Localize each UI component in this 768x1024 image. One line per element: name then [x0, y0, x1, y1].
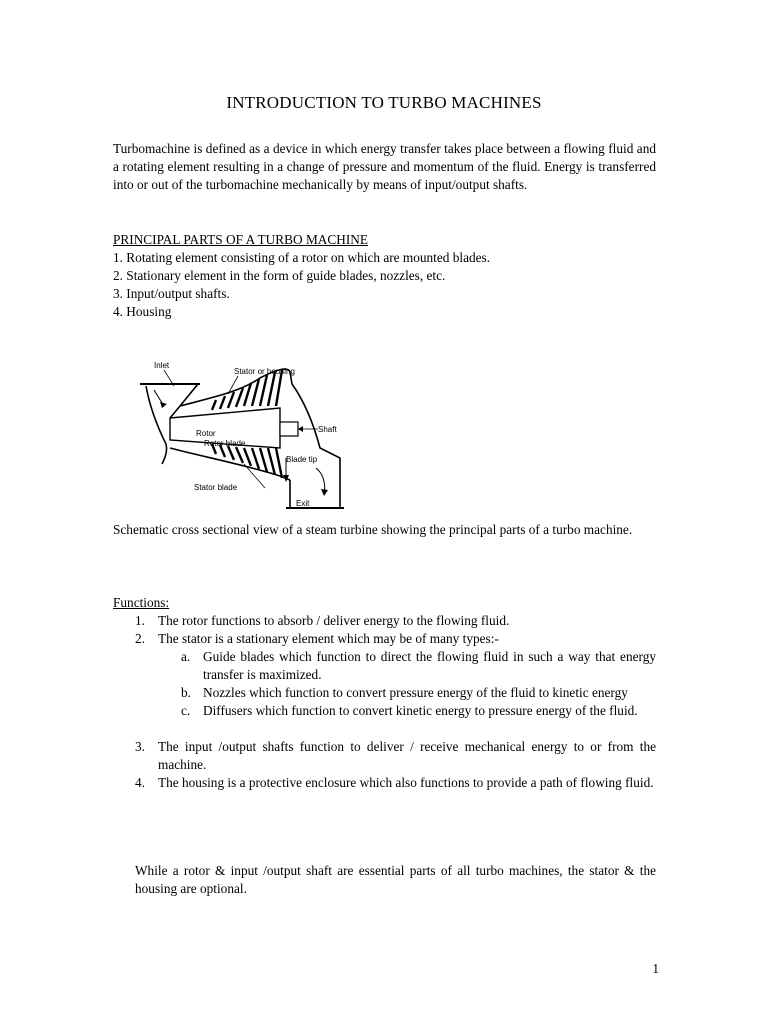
label-exit: Exit — [296, 499, 310, 508]
part-item: 4. Housing — [113, 304, 172, 319]
part-item: 1. Rotating element consisting of a rotor on which are mounted blades. — [113, 250, 491, 265]
closing-paragraph: While a rotor & input /output shaft are essential parts of all turbo machines, the stator & the housing are optional. — [135, 863, 656, 896]
list-text: The stator is a stationary element which may be of many types:- — [158, 631, 499, 646]
principal-parts-heading: PRINCIPAL PARTS OF A TURBO MACHINE — [113, 232, 368, 247]
sub-list-text: Nozzles which function to convert pressure energy of the fluid to kinetic energy — [203, 685, 628, 700]
sub-list-letter: c. — [181, 703, 191, 718]
label-stator-housing: Stator or housing — [234, 367, 295, 376]
page-title: INTRODUCTION TO TURBO MACHINES — [226, 93, 542, 112]
functions-list — [113, 612, 656, 720]
turbine-schematic-drawing — [140, 348, 360, 518]
list-item — [113, 630, 656, 720]
label-stator-blade: Stator blade — [194, 483, 238, 492]
list-text: The housing is a protective enclosure which also functions to provide a path of flowing fluid. — [158, 775, 654, 790]
sub-list-item — [158, 702, 656, 720]
list-text: The input /output shafts function to deliver / receive mechanical energy to or from the machine. — [158, 739, 656, 772]
list-text: The rotor functions to absorb / deliver energy to the flowing fluid. — [158, 613, 510, 628]
label-inlet: Inlet — [154, 361, 170, 370]
list-number: 3. — [135, 739, 145, 754]
list-number: 1. — [135, 613, 145, 628]
label-shaft: Shaft — [318, 425, 337, 434]
list-item — [113, 738, 656, 774]
page-number: 1 — [652, 961, 659, 976]
label-rotor-blade: Rotor blade — [204, 439, 246, 448]
intro-paragraph — [113, 140, 656, 194]
functions-heading: Functions: — [113, 595, 170, 610]
principal-parts-section — [113, 231, 656, 321]
list-number: 2. — [135, 631, 145, 646]
sub-list-item — [158, 684, 656, 702]
sub-list-text: Diffusers which function to convert kinetic energy to pressure energy of the fluid. — [203, 703, 638, 718]
list-number: 4. — [135, 775, 145, 790]
list-item — [113, 612, 656, 630]
intro-text: Turbomachine is defined as a device in which energy transfer takes place between a flowing fluid and a rotating element resulting in a change of pressure and momentum of the fluid. Energy is transferred into or out of the turbomachine mechanically by means of input/output shafts. — [113, 141, 656, 192]
functions-section — [113, 594, 656, 792]
figure-caption: Schematic cross sectional view of a steam turbine showing the principal parts of a turbo machine. — [113, 522, 633, 537]
sub-list-item — [158, 648, 656, 684]
list-item — [113, 774, 656, 792]
part-item: 2. Stationary element in the form of guide blades, nozzles, etc. — [113, 268, 446, 283]
stator-types-list — [158, 648, 656, 720]
label-rotor: Rotor — [196, 429, 216, 438]
turbine-schematic-figure — [140, 348, 360, 518]
sub-list-text: Guide blades which function to direct the flowing fluid in such a way that energy transfer is maximized. — [203, 649, 656, 682]
functions-list-continued — [113, 738, 656, 792]
sub-list-letter: a. — [181, 649, 191, 664]
part-item: 3. Input/output shafts. — [113, 286, 230, 301]
sub-list-letter: b. — [181, 685, 191, 700]
label-blade-tip: Blade tip — [286, 455, 318, 464]
